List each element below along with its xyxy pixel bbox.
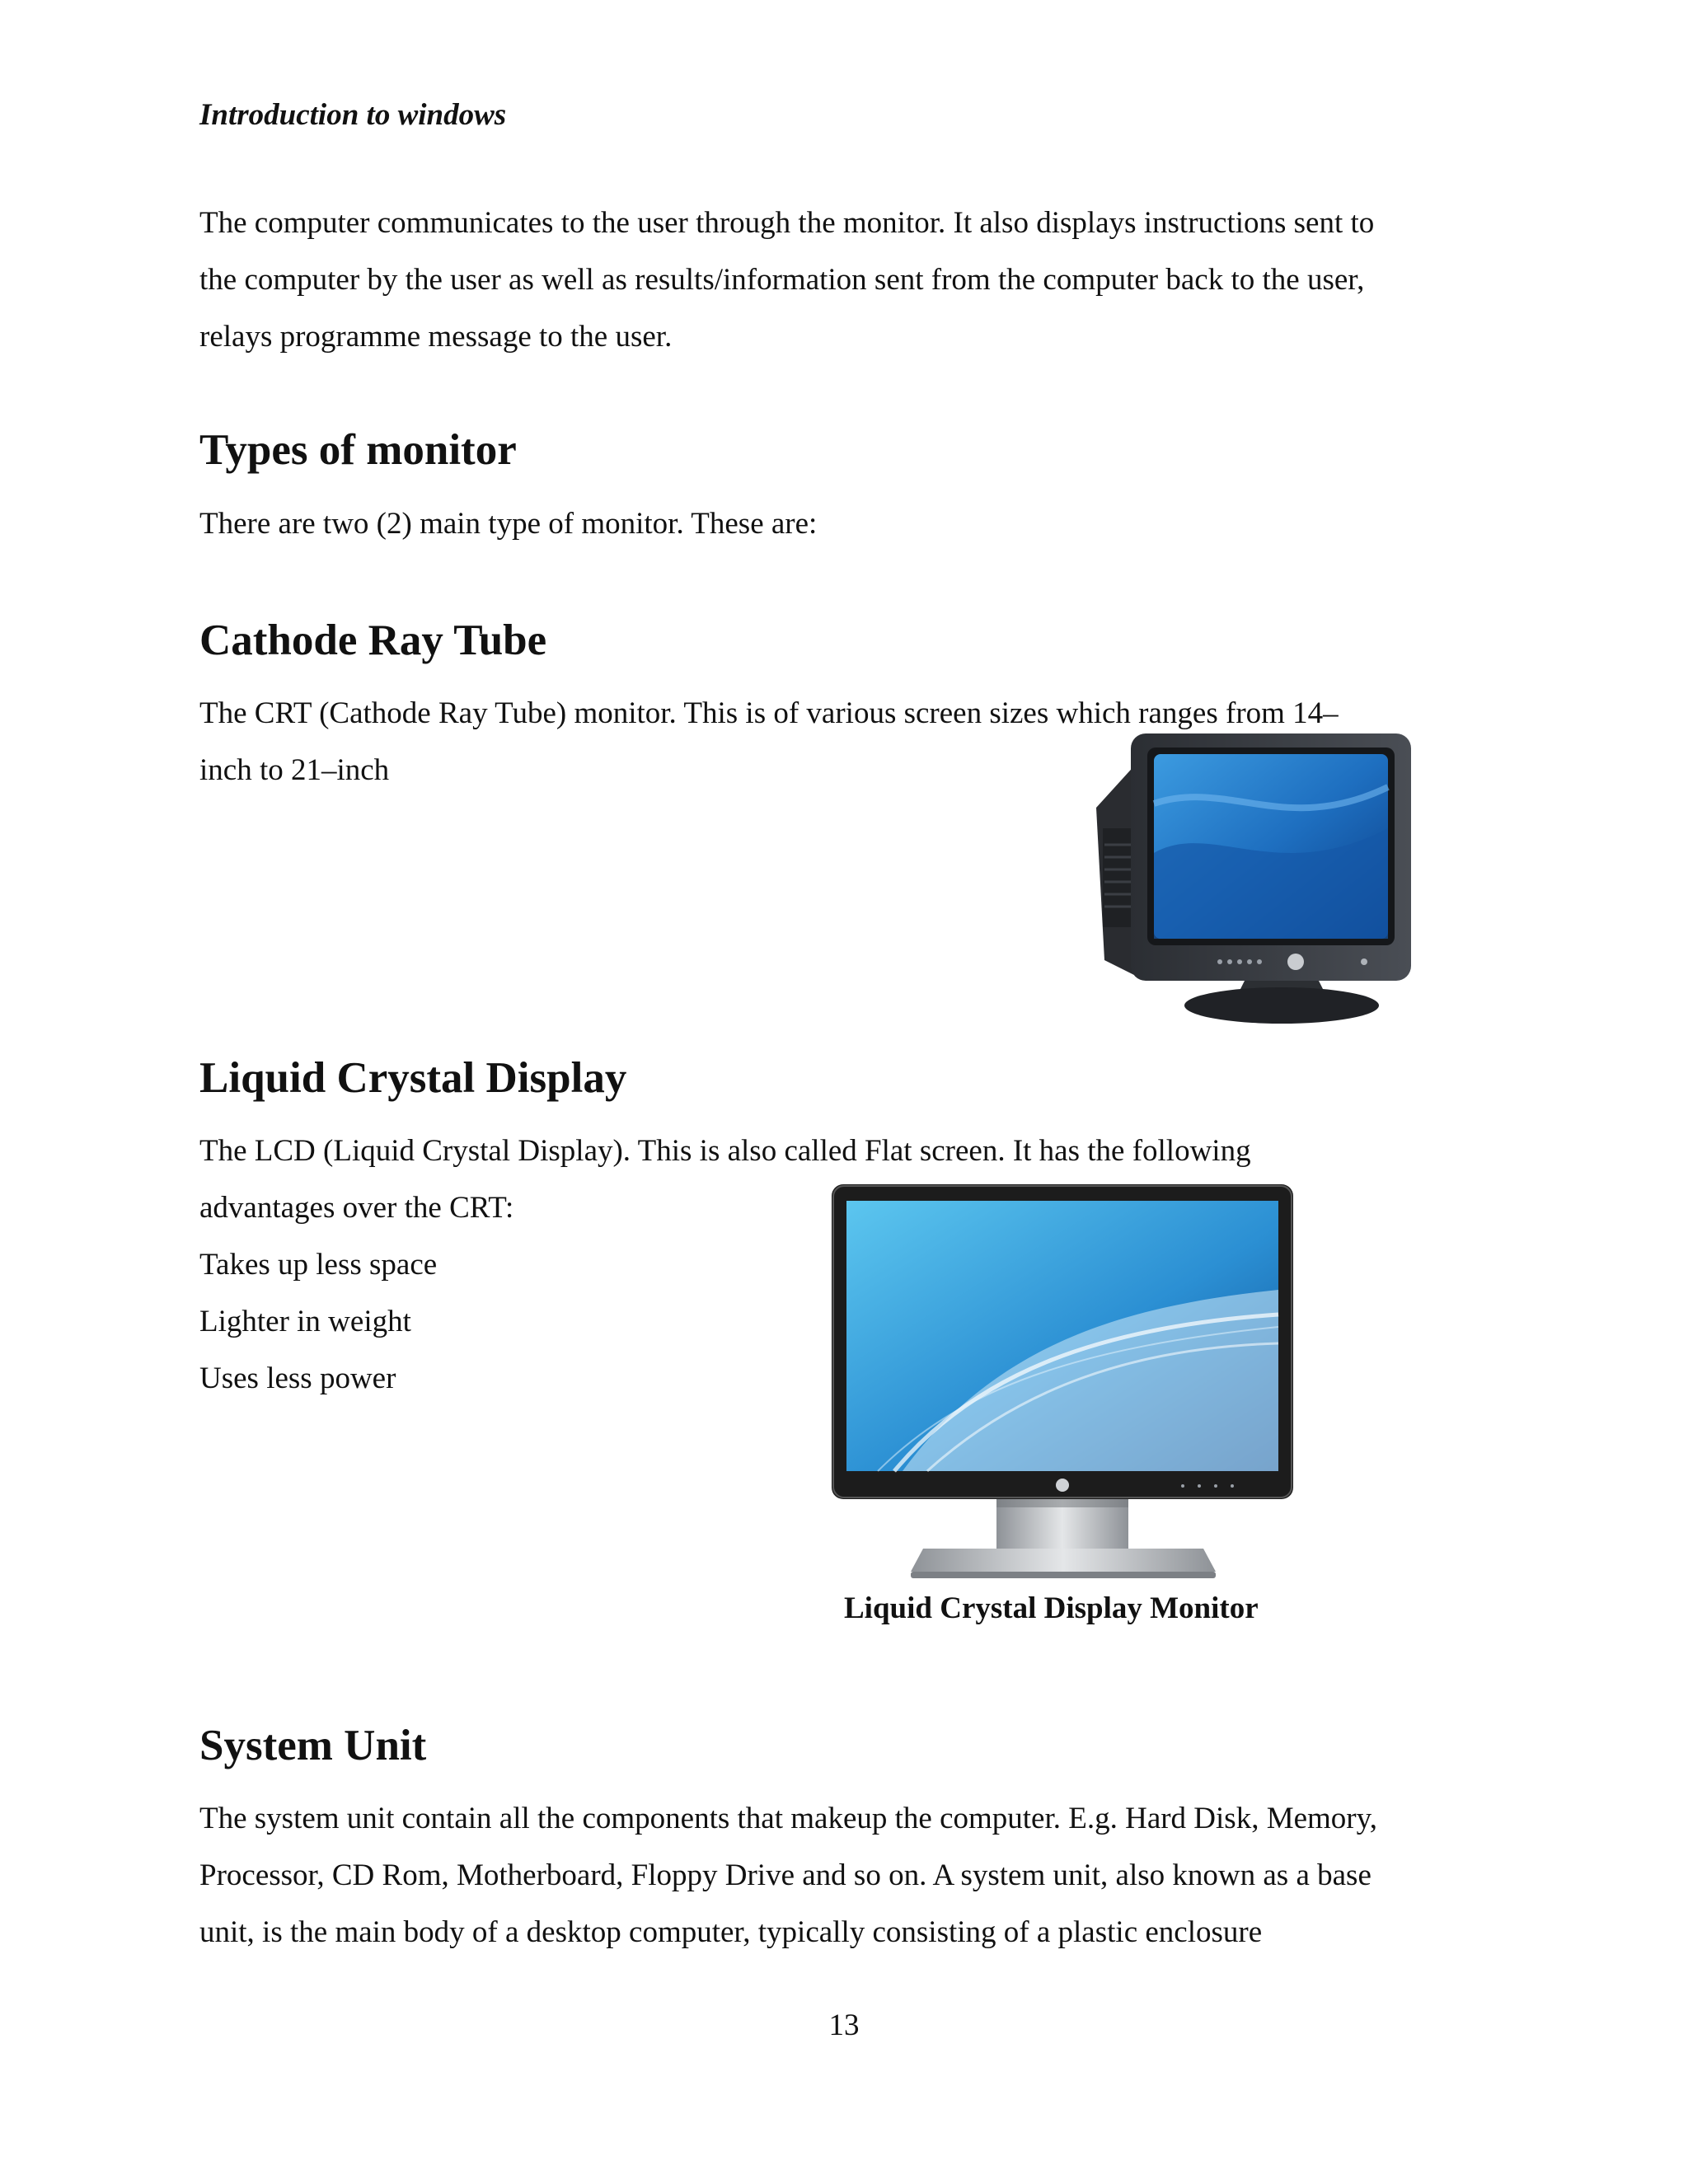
types-heading: Types of monitor	[199, 426, 517, 474]
lcd-heading: Liquid Crystal Display	[199, 1054, 627, 1102]
lcd-advantage-item: Uses less power	[199, 1361, 396, 1395]
page-number: 13	[828, 2008, 860, 2042]
system-unit-line: The system unit contain all the components that makeup the computer. E.g. Hard Disk, Memory,	[199, 1802, 1377, 1835]
crt-heading: Cathode Ray Tube	[199, 616, 547, 664]
crt-line: The CRT (Cathode Ray Tube) monitor. This is of various screen sizes which ranges from 14–	[199, 696, 1339, 730]
intro-line: relays programme message to the user.	[199, 320, 673, 354]
system-unit-line: Processor, CD Rom, Motherboard, Floppy Drive and so on. A system unit, also known as a base	[199, 1858, 1372, 1892]
lcd-line: The LCD (Liquid Crystal Display). This is also called Flat screen. It has the following	[199, 1134, 1251, 1168]
lcd-advantage-item: Takes up less space	[199, 1248, 438, 1282]
crt-monitor-image	[1080, 729, 1414, 1026]
crt-line: inch to 21–inch	[199, 753, 390, 787]
system-unit-line: unit, is the main body of a desktop computer, typically consisting of a plastic enclosure	[199, 1915, 1263, 1949]
running-header: Introduction to windows	[199, 98, 507, 132]
types-text: There are two (2) main type of monitor. These are:	[199, 507, 818, 541]
system-unit-heading: System Unit	[199, 1722, 427, 1769]
intro-line: the computer by the user as well as results/information sent from the computer back to the user,	[199, 263, 1365, 297]
lcd-image-caption: Liquid Crystal Display Monitor	[844, 1591, 1259, 1625]
lcd-monitor-image	[828, 1183, 1298, 1586]
lcd-line: advantages over the CRT:	[199, 1191, 514, 1225]
lcd-advantage-item: Lighter in weight	[199, 1305, 411, 1338]
intro-line: The computer communicates to the user through the monitor. It also displays instructions sent to	[199, 206, 1375, 240]
